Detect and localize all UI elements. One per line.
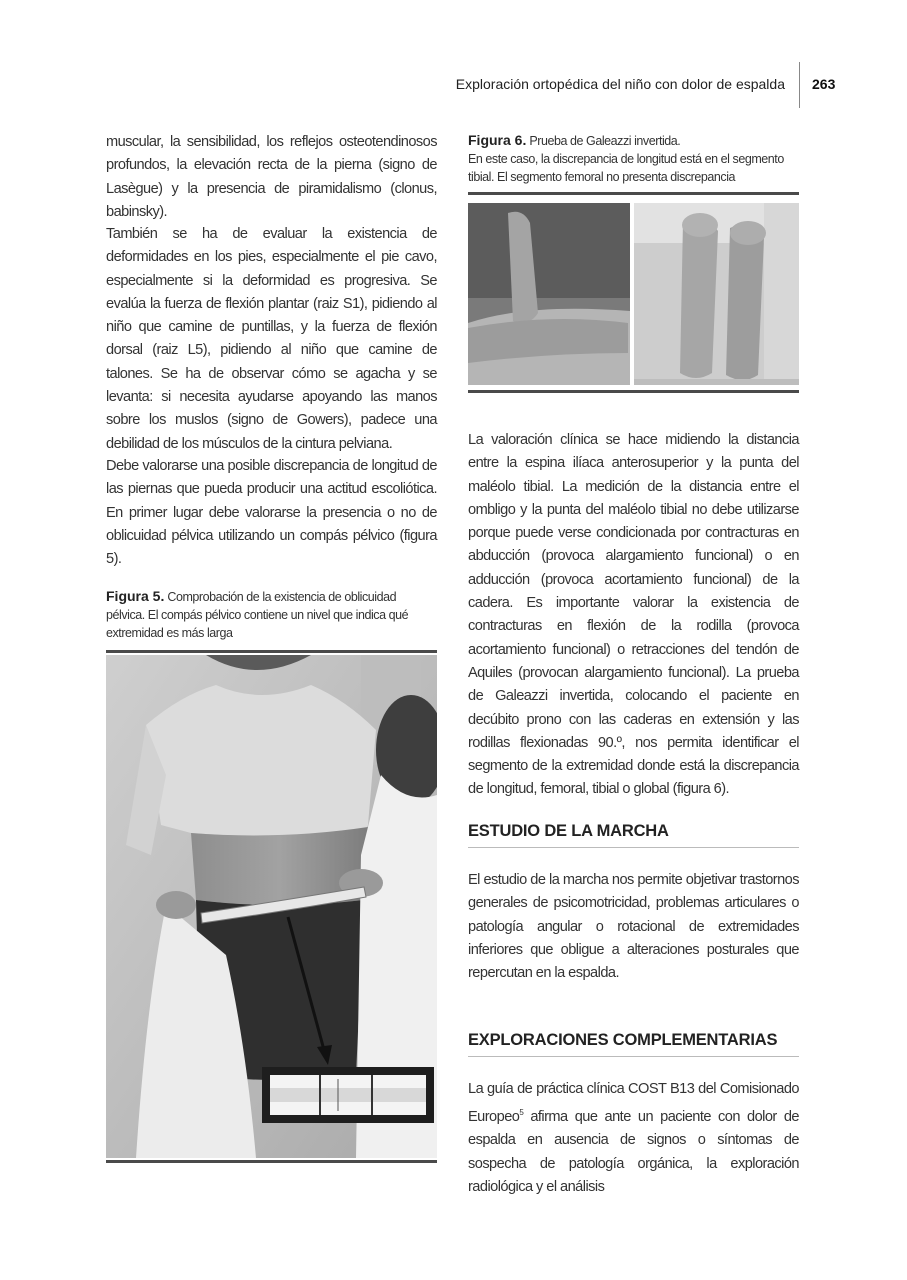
right-paragraph-3 [468,1078,799,1199]
left-paragraph-1: muscular, la sensibilidad, los reflejos osteotendinosos profundos, la elevación recta de la pierna (signo de Lasègue) y la presencia de piramidalismo (clonus, babinsky). [106,134,437,220]
figure-6-photo [468,203,799,385]
figure-6-top-rule [468,192,799,195]
left-paragraph-2: También se ha de evaluar la existencia de deformidades en los pies, especialmente el pie cavo, especialmente si la deformidad es progresiva. Se evalúa la fuerza de flexión plantar (raiz S1), pidiendo al niño que camine de puntillas, y la fuerza de flexión dorsal (raiz L5), pidiendo al niño que camine de talones. Se ha de observar cómo se agacha y se levanta: si necesita ayudarse apoyando las manos sobre los muslos (signo de Gowers), padece una debilidad de los músculos de la cintura pelviana. [106,226,437,452]
section-heading-gait: ESTUDIO DE LA MARCHA [468,822,799,848]
right-paragraph-2: El estudio de la marcha nos permite objetivar trastornos generales de psicomotricidad, problemas articulares o patología angular o rotacional de extremidades inferiores que obligue a alteraciones posturales que repercutan en la espalda. [468,872,799,982]
figure-5-top-rule [106,650,437,653]
figure-6-caption-title: Prueba de Galeazzi invertida. [529,134,681,148]
figure-6-bottom-rule [468,390,799,393]
figure-6-caption-text: En este caso, la discrepancia de longitud está en el segmento tibial. El segmento femoral no presenta discrepancia [468,152,784,184]
left-paragraph-3: Debe valorarse una posible discrepancia de longitud de las piernas que pueda producir una actitud escoliótica. En primer lugar debe valorarse la presencia o no de oblicuidad pélvica utilizando un compás pélvico (figura 5). [106,458,437,568]
section-heading-complementary: EXPLORACIONES COMPLEMENTARIAS [468,1031,799,1057]
right-paragraph-3-start: La guía de práctica clínica COST B13 del Comisionado Europeo [468,1081,799,1126]
running-header: Exploración ortopédica del niño con dolor de espalda [455,76,785,92]
page-number: 263 [812,76,836,92]
figure-6-label: Figura 6. [468,132,527,148]
galeazzi-test-photo [468,203,799,385]
figure-5-bottom-rule [106,1160,437,1163]
figure-5-photo [106,655,437,1158]
figure-5-caption [106,587,416,642]
figure-5-caption-text: Comprobación de la existencia de oblicuidad pélvica. El compás pélvico contiene un nivel que indica qué extremidad es más larga [106,590,409,640]
footnote-reference: 5 [519,1108,524,1118]
figure-5-label: Figura 5. [106,588,165,604]
pelvic-compass-photo [106,655,437,1158]
header-divider [799,62,800,108]
right-paragraph-3-end: afirma que ante un paciente con dolor de espalda en ausencia de signos o síntomas de sospecha de patología orgánica, la exploración radiológica y el análisis [468,1109,799,1196]
right-paragraph-1: La valoración clínica se hace midiendo la distancia entre la espina ilíaca anterosuperior y la punta del maléolo tibial. La medición de la distancia entre el ombligo y la punta del maléolo tibial no debe utilizarse porque puede verse condicionada por contracturas en abducción (provoca alargamiento funcional) o en adducción (provoca acortamiento funcional) de la cadera. Es importante valorar la existencia de contracturas en flexión de la rodilla (provoca acortamiento funcional) o retracciones del tendón de Aquiles (provocan alargamiento funcional). La prueba de Galeazzi invertida, colocando el paciente en decúbito prono con las caderas en extensión y las rodillas flexionadas 90.º, nos permita identificar el segmento de la extremidad donde está la discrepancia de longitud, femoral, tibial o global (figura 6). [468,432,799,798]
figure-6-caption [468,131,799,186]
